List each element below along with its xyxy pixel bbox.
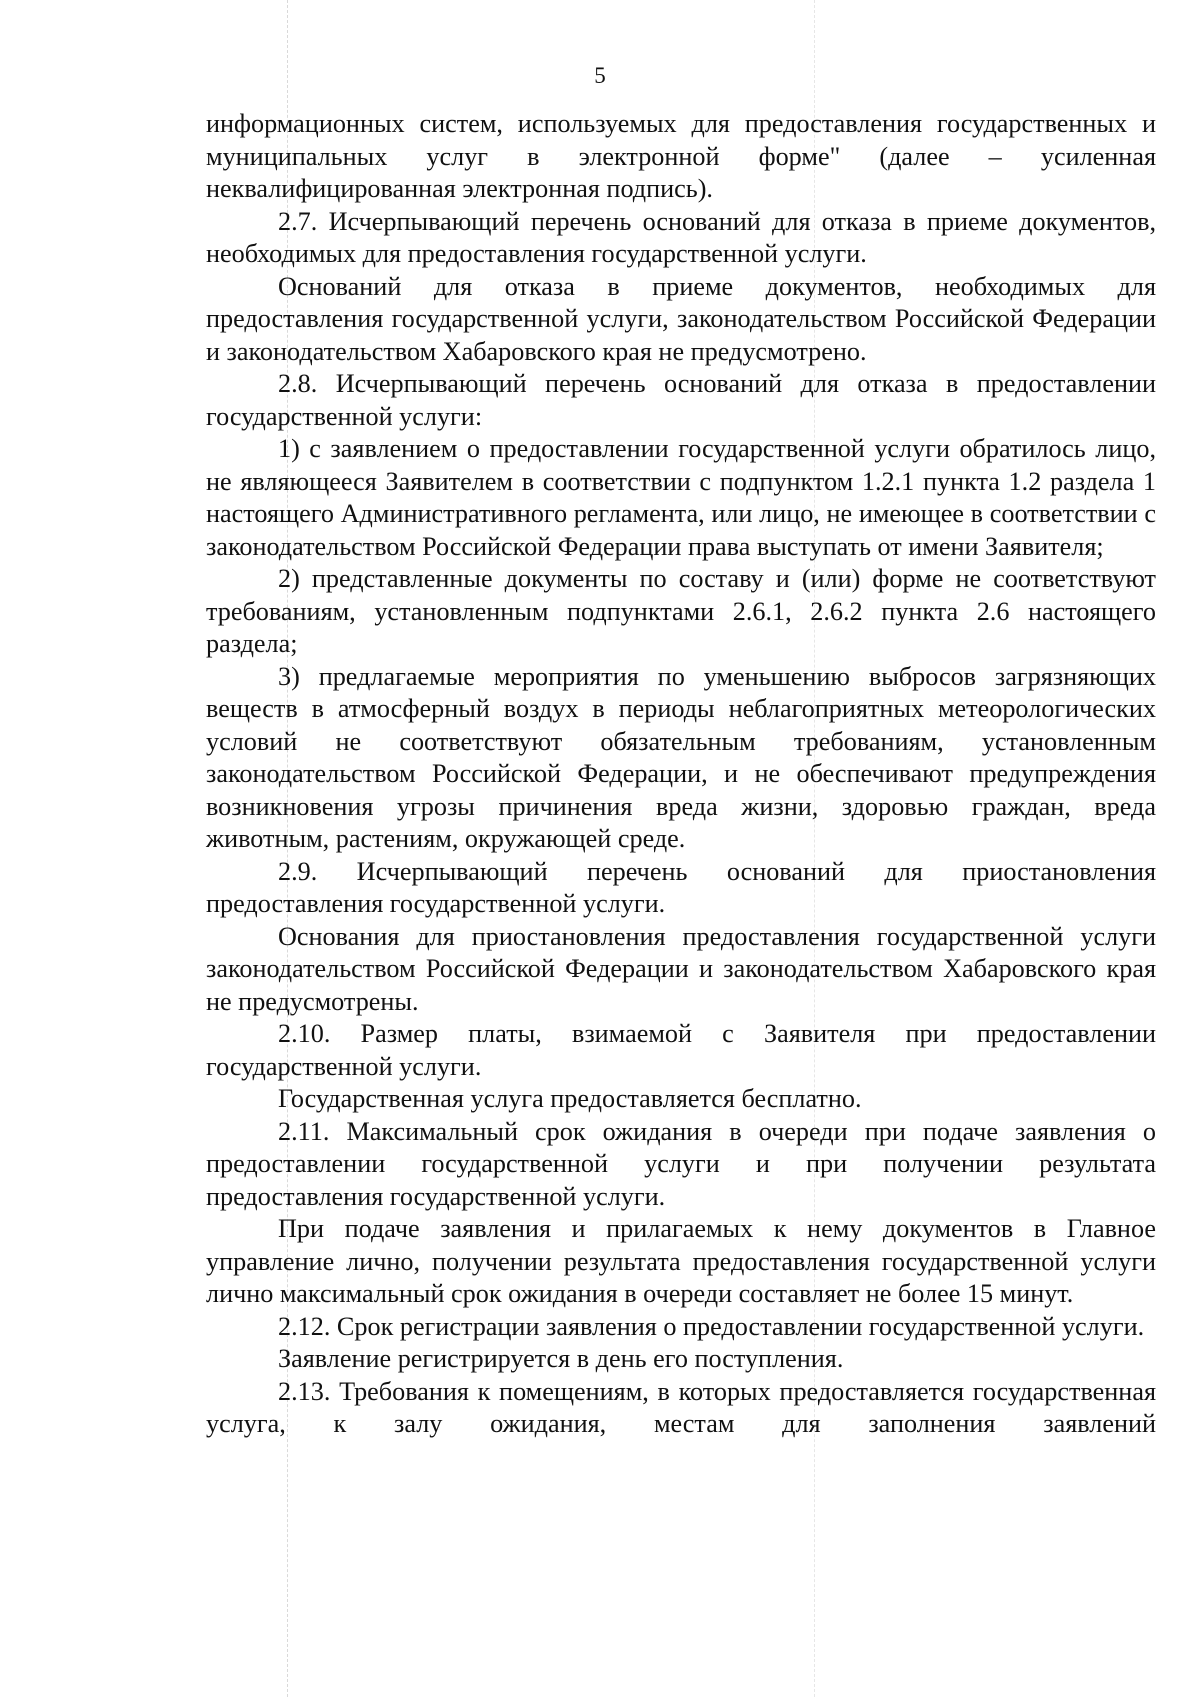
section-heading-2-8: 2.8. Исчерпывающий перечень оснований для отказа в предоставлении государственной услуги: (206, 369, 1156, 431)
paragraph: При подаче заявления и прилагаемых к нему документов в Главное управление лично, получении результата предоставления государственной услуги лично максимальный срок ожидания в очереди составляет не более 15 минут. (206, 1214, 1156, 1308)
section-heading-2-11: 2.11. Максимальный срок ожидания в очереди при подаче заявления о предоставлении государственной услуги и при получении результата предоставления государственной услуги. (206, 1116, 1156, 1211)
page-number: 5 (594, 63, 606, 88)
paragraph: Оснований для отказа в приеме документов, необходимых для предоставления государственной услуги, законодательством Российской Федерации и законодательством Хабаровского края не предусмотрено. (206, 271, 1156, 366)
section-heading-2-7: 2.7. Исчерпывающий перечень оснований для отказа в приеме документов, необходимых для предоставления государственной услуги. (206, 206, 1156, 268)
section-heading-2-13: 2.13. Требования к помещениям, в которых предоставляется государственная услуга, к залу ожидания, местам для заполнения заявлений (206, 1376, 1156, 1438)
section-heading-2-12: 2.12. Срок регистрации заявления о предоставлении государственной услуги. (278, 1311, 1145, 1341)
section-heading-2-10: 2.10. Размер платы, взимаемой с Заявителя при предоставлении государственной услуги. (206, 1019, 1156, 1081)
paragraph: Государственная услуга предоставляется бесплатно. (278, 1084, 862, 1113)
paragraph: информационных систем, используемых для предоставления государственных и муниципальных услуг в электронной форме" (далее – усиленная неквалифицированная электронная подпись). (206, 109, 1156, 203)
list-item: 3) предлагаемые мероприятия по уменьшению выбросов загрязняющих веществ в атмосферный воздух в периоды неблагоприятных метеорологических условий не соответствуют обязательным требованиям, установленным законодательством Российской Федерации, и не обеспечивают предупреждения возникновения угрозы причинения вреда жизни, здоровью граждан, вреда животным, растениям, окружающей среде. (206, 661, 1156, 853)
list-item: 1) с заявлением о предоставлении государственной услуги обратилось лицо, не являющееся Заявителем в соответствии с подпунктом 1.2.1 пункта 1.2 раздела 1 настоящего Административного регламента, или лицо, не имеющее в соответствии с законодательством Российской Федерации права выступать от имени Заявителя; (206, 434, 1156, 561)
section-heading-2-9: 2.9. Исчерпывающий перечень оснований для приостановления предоставления государственной услуги. (206, 856, 1156, 918)
document-body (206, 108, 1156, 1441)
list-item: 2) представленные документы по составу и (или) форме не соответствуют требованиям, установленным подпунктами 2.6.1, 2.6.2 пункта 2.6 настоящего раздела; (206, 564, 1156, 658)
paragraph: Заявление регистрируется в день его поступления. (278, 1344, 844, 1373)
paragraph: Основания для приостановления предоставления государственной услуги законодательством Российской Федерации и законодательством Хабаровского края не предусмотрены. (206, 921, 1156, 1016)
